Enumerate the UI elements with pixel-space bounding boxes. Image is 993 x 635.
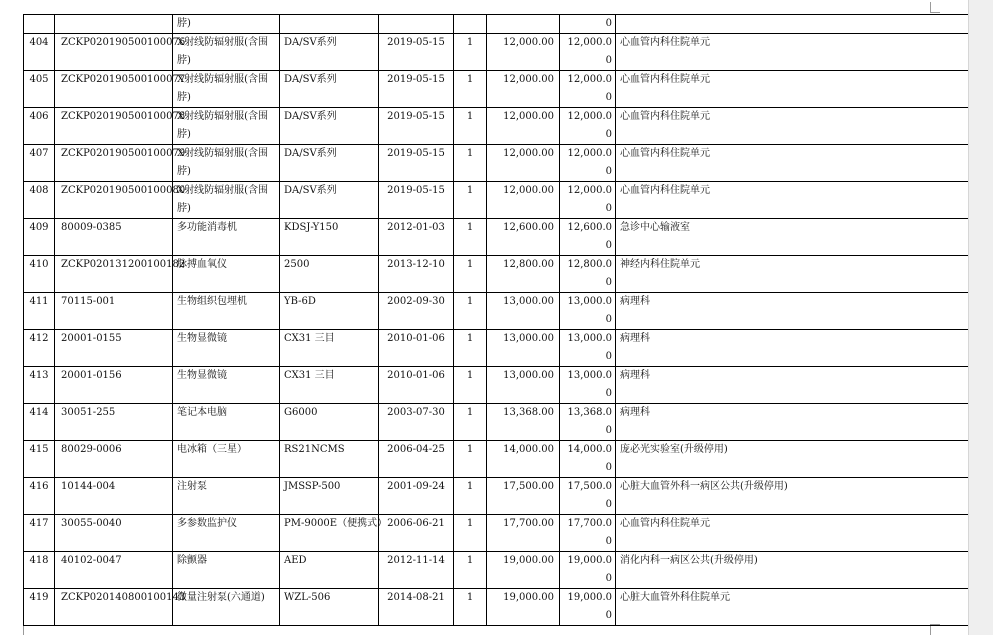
cell-model: G6000 bbox=[280, 404, 379, 441]
cell-unit-price: 17,700.00 bbox=[487, 515, 560, 552]
cell-department: 心血管内科住院单元 bbox=[616, 34, 969, 71]
cell-department: 心脏大血管外科一病区公共(升级停用) bbox=[616, 478, 969, 515]
table-row bbox=[24, 108, 969, 145]
table-row bbox=[24, 145, 969, 182]
cell-no: 412 bbox=[24, 330, 55, 367]
cell-code: 20001-0155 bbox=[55, 330, 173, 367]
cell-model: CX31 三目 bbox=[280, 330, 379, 367]
cell-department: 心脏大血管外科住院单元 bbox=[616, 589, 969, 626]
cell-date: 2019-05-15 bbox=[379, 108, 454, 145]
cell-department: 心血管内科住院单元 bbox=[616, 145, 969, 182]
cell-unit-price: 12,000.00 bbox=[487, 34, 560, 71]
table-row bbox=[24, 552, 969, 589]
cell-date: 2019-05-15 bbox=[379, 182, 454, 219]
cell-department: 心血管内科住院单元 bbox=[616, 515, 969, 552]
cell-model: CX31 三目 bbox=[280, 367, 379, 404]
cell-date: 2003-07-30 bbox=[379, 404, 454, 441]
cell-model: DA/SV系列 bbox=[280, 108, 379, 145]
cell-no: 418 bbox=[24, 552, 55, 589]
cell-department: 心血管内科住院单元 bbox=[616, 71, 969, 108]
cell-total: 12,000.00 bbox=[560, 34, 616, 71]
cell-name: 生物显微镜 bbox=[173, 330, 280, 367]
cell-no: 409 bbox=[24, 219, 55, 256]
cell-name: 多功能消毒机 bbox=[173, 219, 280, 256]
cell-date: 2019-05-15 bbox=[379, 71, 454, 108]
cell-total: 13,000.00 bbox=[560, 330, 616, 367]
cell-unit-price: 12,000.00 bbox=[487, 108, 560, 145]
cell-name: 生物组织包埋机 bbox=[173, 293, 280, 330]
cell-unit-price: 13,000.00 bbox=[487, 330, 560, 367]
cell-qty: 1 bbox=[454, 478, 487, 515]
cell-code: ZCKP020131200100182 bbox=[55, 256, 173, 293]
cell-total: 17,700.00 bbox=[560, 515, 616, 552]
cell-model: DA/SV系列 bbox=[280, 145, 379, 182]
table-row bbox=[24, 71, 969, 108]
vertical-scrollbar[interactable] bbox=[968, 0, 993, 635]
cell-total: 12,600.00 bbox=[560, 219, 616, 256]
cell-qty: 1 bbox=[454, 330, 487, 367]
cell-no: 416 bbox=[24, 478, 55, 515]
cell-date: 2006-06-21 bbox=[379, 515, 454, 552]
cell-unit-price: 19,000.00 bbox=[487, 552, 560, 589]
cell-qty: 1 bbox=[454, 145, 487, 182]
cell-department: 病理科 bbox=[616, 330, 969, 367]
cell-code: ZCKP020190500100076 bbox=[55, 34, 173, 71]
cell-date: 2019-05-15 bbox=[379, 145, 454, 182]
table-row bbox=[24, 478, 969, 515]
cell-no: 417 bbox=[24, 515, 55, 552]
table-row bbox=[24, 515, 969, 552]
cell-department: 庞必光实验室(升级停用) bbox=[616, 441, 969, 478]
cell-unit-price: 14,000.00 bbox=[487, 441, 560, 478]
cell-unit-price: 13,368.00 bbox=[487, 404, 560, 441]
cell-name: 除颤器 bbox=[173, 552, 280, 589]
cell-qty: 1 bbox=[454, 589, 487, 626]
table-row bbox=[24, 219, 969, 256]
cell-no: 413 bbox=[24, 367, 55, 404]
table-row bbox=[24, 589, 969, 626]
cell-name: 脉搏血氧仪 bbox=[173, 256, 280, 293]
table-row bbox=[24, 404, 969, 441]
cell-total: 17,500.00 bbox=[560, 478, 616, 515]
cell-department: 病理科 bbox=[616, 404, 969, 441]
page-corner-mark bbox=[930, 2, 931, 12]
cell-code: 20001-0156 bbox=[55, 367, 173, 404]
cell-code: ZCKP020190500100080 bbox=[55, 182, 173, 219]
cell-date: 2006-04-25 bbox=[379, 441, 454, 478]
cell-name: X射线防辐射服(含围脖) bbox=[173, 34, 280, 71]
cell-qty: 1 bbox=[454, 515, 487, 552]
cell-total: 13,368.00 bbox=[560, 404, 616, 441]
cell-model: DA/SV系列 bbox=[280, 34, 379, 71]
cell-no: 411 bbox=[24, 293, 55, 330]
cell-no: 410 bbox=[24, 256, 55, 293]
cell-no: 404 bbox=[24, 34, 55, 71]
cell-department: 病理科 bbox=[616, 293, 969, 330]
table-row bbox=[24, 182, 969, 219]
cell-name: 微量注射泵(六通道) bbox=[173, 589, 280, 626]
cell-model: KDSJ-Y150 bbox=[280, 219, 379, 256]
cell-name: 笔记本电脑 bbox=[173, 404, 280, 441]
cell-date: 2001-09-24 bbox=[379, 478, 454, 515]
cell-qty: 1 bbox=[454, 71, 487, 108]
cell-total: 12,000.00 bbox=[560, 108, 616, 145]
cell-unit-price: 13,000.00 bbox=[487, 367, 560, 404]
cell-department: 急诊中心输液室 bbox=[616, 219, 969, 256]
cell-name: 多参数监护仪 bbox=[173, 515, 280, 552]
cell-code: ZCKP020190500100078 bbox=[55, 108, 173, 145]
cell-date: 2002-09-30 bbox=[379, 293, 454, 330]
cell-no: 415 bbox=[24, 441, 55, 478]
cell-model: DA/SV系列 bbox=[280, 182, 379, 219]
cell-no: 408 bbox=[24, 182, 55, 219]
cell-name: X射线防辐射服(含围脖) bbox=[173, 182, 280, 219]
cell-qty: 1 bbox=[454, 404, 487, 441]
cell-total: 12,000.00 bbox=[560, 71, 616, 108]
table-row bbox=[24, 330, 969, 367]
cell-code: ZCKP020190500100079 bbox=[55, 145, 173, 182]
cell-no: 419 bbox=[24, 589, 55, 626]
cell-no: 414 bbox=[24, 404, 55, 441]
cell-model: AED bbox=[280, 552, 379, 589]
cell-department: 心血管内科住院单元 bbox=[616, 108, 969, 145]
cell-code: ZCKP020190500100077 bbox=[55, 71, 173, 108]
cell-total: 12,000.00 bbox=[560, 182, 616, 219]
cell-qty: 1 bbox=[454, 552, 487, 589]
cell-unit-price: 17,500.00 bbox=[487, 478, 560, 515]
cell-date: 2010-01-06 bbox=[379, 367, 454, 404]
cell-model: WZL-506 bbox=[280, 589, 379, 626]
cell-model: PM-9000E（便携式） bbox=[280, 515, 379, 552]
cell-unit-price: 12,000.00 bbox=[487, 182, 560, 219]
cell-total: 14,000.00 bbox=[560, 441, 616, 478]
cell-unit-price: 19,000.00 bbox=[487, 589, 560, 626]
cell-no: 406 bbox=[24, 108, 55, 145]
table-row bbox=[24, 256, 969, 293]
cell-unit-price: 12,800.00 bbox=[487, 256, 560, 293]
cell-model: JMSSP-500 bbox=[280, 478, 379, 515]
cell-department: 神经内科住院单元 bbox=[616, 256, 969, 293]
cell-date: 2019-05-15 bbox=[379, 34, 454, 71]
cell-total: 13,000.00 bbox=[560, 293, 616, 330]
cell-total: 19,000.00 bbox=[560, 552, 616, 589]
cell-code: 70115-001 bbox=[55, 293, 173, 330]
cell-qty: 1 bbox=[454, 182, 487, 219]
cell-date: 2012-11-14 bbox=[379, 552, 454, 589]
cell-model: YB-6D bbox=[280, 293, 379, 330]
cell-qty: 1 bbox=[454, 219, 487, 256]
cell-code: 30055-0040 bbox=[55, 515, 173, 552]
cell-date: 2014-08-21 bbox=[379, 589, 454, 626]
cell-unit-price: 12,000.00 bbox=[487, 71, 560, 108]
cell-qty: 1 bbox=[454, 367, 487, 404]
cell-code: 40102-0047 bbox=[55, 552, 173, 589]
cell-model: 2500 bbox=[280, 256, 379, 293]
table-row bbox=[24, 367, 969, 404]
cell-date: 2012-01-03 bbox=[379, 219, 454, 256]
table-row-partial bbox=[24, 15, 969, 34]
cell-date: 2013-12-10 bbox=[379, 256, 454, 293]
cell-unit-price: 12,600.00 bbox=[487, 219, 560, 256]
cell-qty: 1 bbox=[454, 256, 487, 293]
cell-name: 生物显微镜 bbox=[173, 367, 280, 404]
cell-code: 80029-0006 bbox=[55, 441, 173, 478]
cell-total: 12,800.00 bbox=[560, 256, 616, 293]
cell-code: 30051-255 bbox=[55, 404, 173, 441]
cell-department: 病理科 bbox=[616, 367, 969, 404]
cell-model: RS21NCMS bbox=[280, 441, 379, 478]
cell-total: 13,000.00 bbox=[560, 367, 616, 404]
cell-code: 10144-004 bbox=[55, 478, 173, 515]
cell-unit-price: 13,000.00 bbox=[487, 293, 560, 330]
cell-department: 心血管内科住院单元 bbox=[616, 182, 969, 219]
cell-date: 2010-01-06 bbox=[379, 330, 454, 367]
cell-model: DA/SV系列 bbox=[280, 71, 379, 108]
cell-name: X射线防辐射服(含围脖) bbox=[173, 108, 280, 145]
cell-total: 12,000.00 bbox=[560, 145, 616, 182]
cell-no: 405 bbox=[24, 71, 55, 108]
table-row bbox=[24, 34, 969, 71]
table-row bbox=[24, 293, 969, 330]
asset-table-body bbox=[24, 15, 969, 626]
cell-unit-price: 12,000.00 bbox=[487, 145, 560, 182]
cell-total: 19,000.00 bbox=[560, 589, 616, 626]
cell-total: 0 bbox=[560, 15, 616, 34]
cell-no: 407 bbox=[24, 145, 55, 182]
cell-qty: 1 bbox=[454, 441, 487, 478]
cell-code: 80009-0385 bbox=[55, 219, 173, 256]
asset-table bbox=[23, 14, 969, 626]
cell-name: 电冰箱（三星） bbox=[173, 441, 280, 478]
cell-qty: 1 bbox=[454, 293, 487, 330]
cell-name: 注射泵 bbox=[173, 478, 280, 515]
cell-name: X射线防辐射服(含围脖) bbox=[173, 145, 280, 182]
cell-qty: 1 bbox=[454, 108, 487, 145]
cell-qty: 1 bbox=[454, 34, 487, 71]
cell-name: 脖) bbox=[173, 15, 280, 34]
cell-code: ZCKP020140800100143 bbox=[55, 589, 173, 626]
cell-name: X射线防辐射服(含围脖) bbox=[173, 71, 280, 108]
page-corner-mark bbox=[930, 12, 940, 13]
table-row bbox=[24, 441, 969, 478]
cell-department: 消化内科一病区公共(升级停用) bbox=[616, 552, 969, 589]
